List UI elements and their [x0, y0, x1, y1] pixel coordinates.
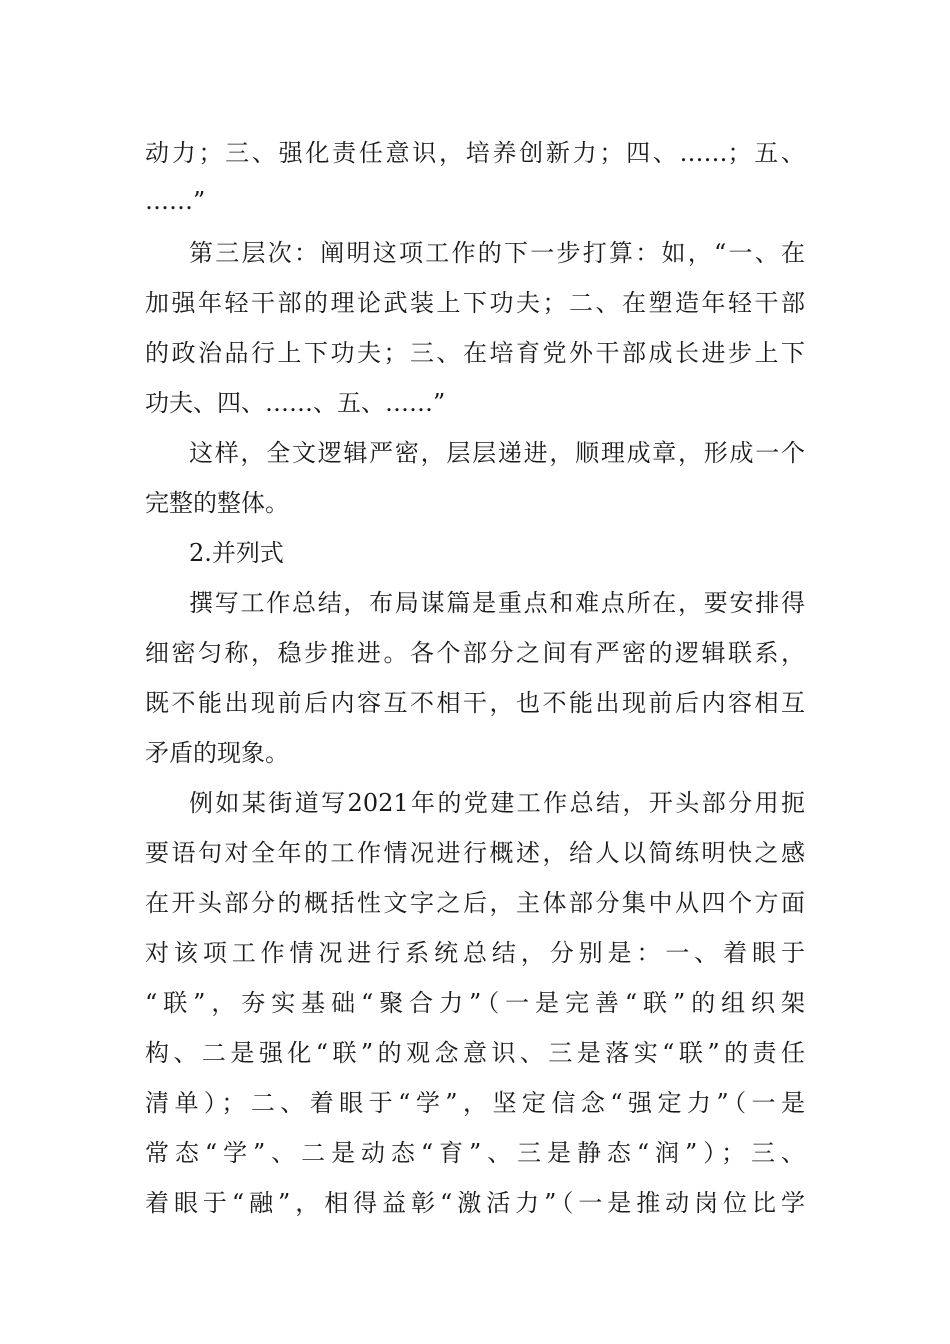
text-line: 着眼于“融”，相得益彰“激活力”（一是推动岗位比学 — [145, 1189, 805, 1217]
text-line: 矛盾的现象。 — [145, 739, 289, 767]
text-line: 完整的整体。 — [145, 489, 289, 517]
text-line: 细密匀称，稳步推进。各个部分之间有严密的逻辑联系， — [145, 639, 805, 667]
text-line: 清单）；二、着眼于“学”，坚定信念“强定力”（一是 — [145, 1089, 805, 1117]
text-line: 对该项工作情况进行系统总结，分别是：一、着眼于 — [145, 939, 805, 967]
text-line: 的政治品行上下功夫；三、在培育党外干部成长进步上下 — [145, 339, 805, 367]
text-line: 构、二是强化“联”的观念意识、三是落实“联”的责任 — [145, 1039, 805, 1067]
text-line: “联”，夯实基础“聚合力”（一是完善“联”的组织架 — [145, 989, 805, 1017]
paragraph-first-line: 这样，全文逻辑严密，层层递进，顺理成章，形成一个 — [189, 439, 805, 467]
text-line: 功夫、四、……、五、……” — [145, 389, 446, 417]
text-line: ……” — [145, 187, 206, 215]
text-line: 在开头部分的概括性文字之后，主体部分集中从四个方面 — [145, 889, 805, 917]
text-line: 既不能出现前后内容互不相干，也不能出现前后内容相互 — [145, 689, 805, 717]
text-line: 加强年轻干部的理论武装上下功夫；二、在塑造年轻干部 — [145, 289, 805, 317]
paragraph-first-line: 第三层次：阐明这项工作的下一步打算：如，“一、在 — [189, 239, 805, 267]
paragraph-first-line: 撰写工作总结，布局谋篇是重点和难点所在，要安排得 — [189, 589, 805, 617]
section-heading: 2.并列式 — [189, 539, 284, 567]
text-line: 常态“学”、二是动态“育”、三是静态“润”）；三、 — [145, 1139, 805, 1167]
text-line: 动力；三、强化责任意识，培养创新力；四、……；五、 — [145, 139, 805, 167]
text-line: 要语句对全年的工作情况进行概述，给人以简练明快之感 — [145, 839, 805, 867]
paragraph-first-line: 例如某街道写2021年的党建工作总结，开头部分用扼 — [189, 789, 805, 817]
